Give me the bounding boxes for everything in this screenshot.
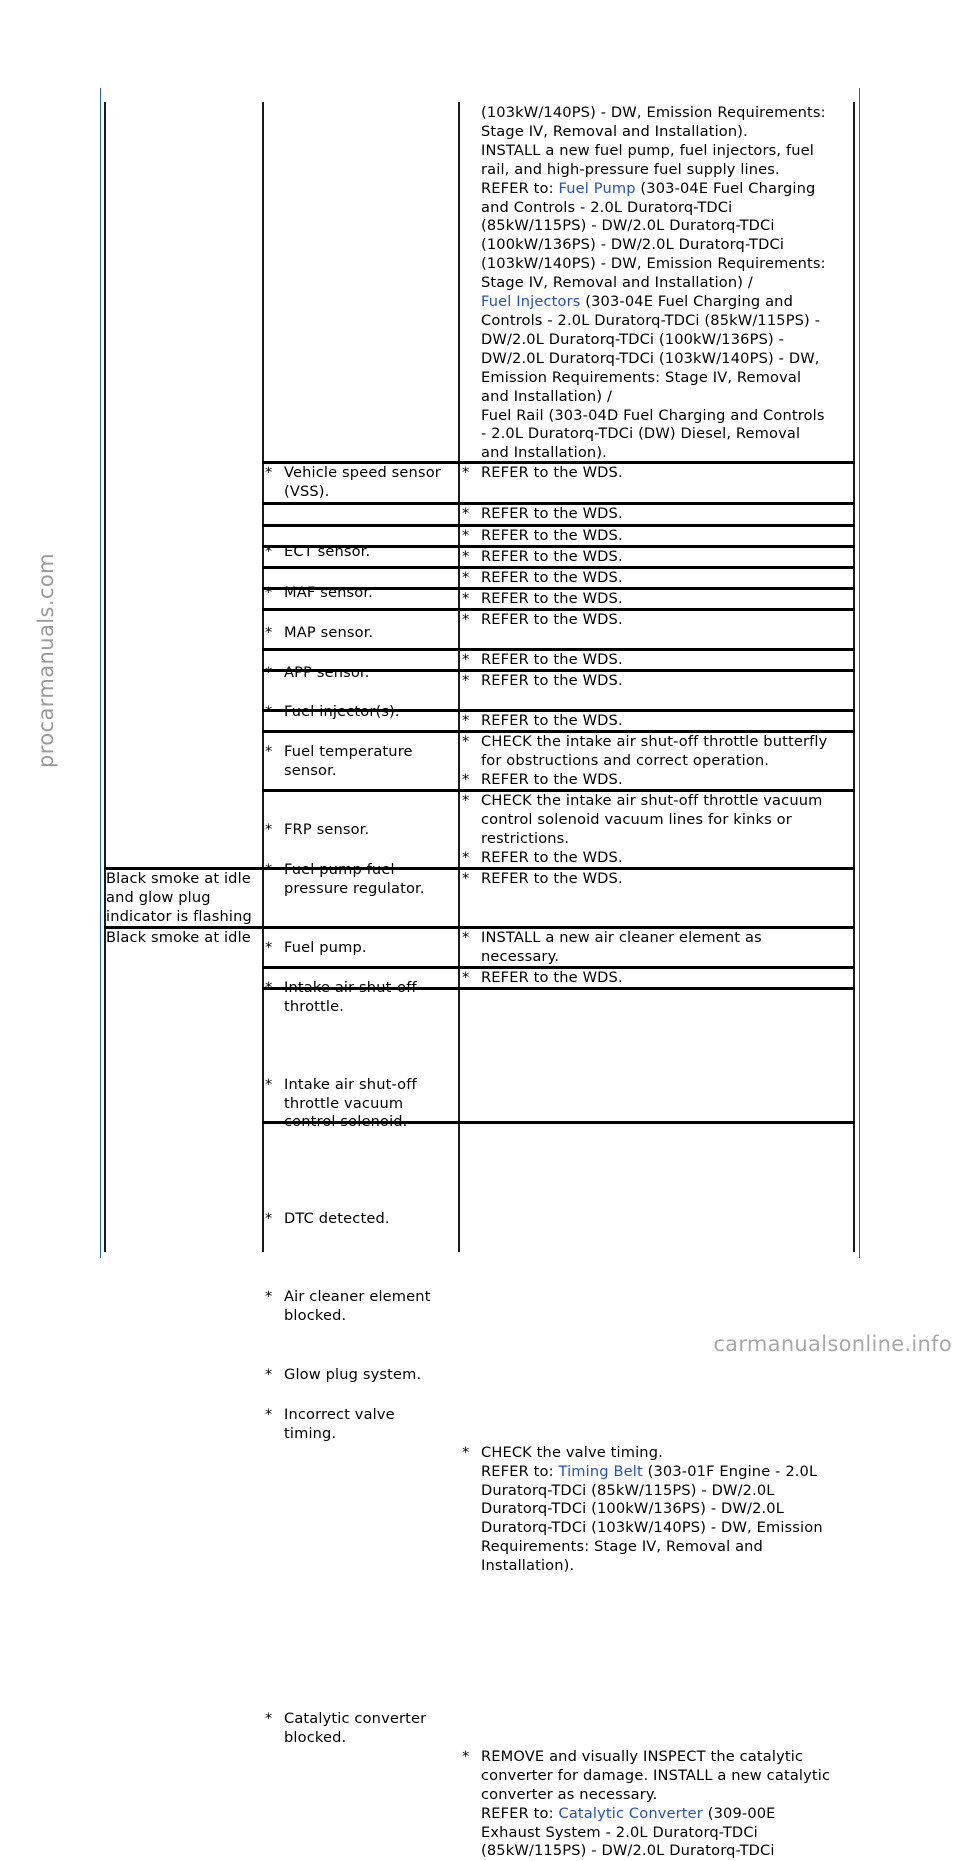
cause-cell: * Vehicle speed sensor (VSS).	[265, 464, 441, 500]
watermark-procarmanuals: procarmanuals.com	[34, 553, 58, 768]
cause-cell: * Fuel pump fuel pressure regulator.	[265, 861, 425, 897]
symptom-cell: Black smoke at idle and glow plug indicator is flashing	[106, 870, 252, 925]
watermark-carmanualsonline: carmanualsonline.info	[713, 1332, 952, 1356]
cause-cell: * DTC detected.	[265, 1210, 390, 1228]
page-border-left	[100, 88, 101, 1258]
cause-cell: * MAP sensor.	[265, 623, 374, 641]
action-cell: * INSTALL a new air cleaner element as necessary.	[462, 929, 762, 965]
cause-cell: * Intake air shut-off throttle vacuum control solenoid.	[265, 1075, 417, 1131]
table-border-right	[853, 102, 855, 1252]
cause-cell: * ECT sensor.	[265, 542, 371, 560]
cause-cell: * Air cleaner element blocked.	[265, 1288, 431, 1325]
link-fuel-pump[interactable]: Fuel Pump	[558, 179, 636, 197]
action-cell: * CHECK the intake air shut-off throttle vacuum control solenoid vacuum lines for kinks or restrictions. * REFER to the WDS.	[462, 792, 823, 866]
action-cell: * REFER to the WDS.	[462, 969, 623, 986]
symptom-cell: Black smoke at idle	[106, 929, 251, 946]
action-cell: * REFER to the WDS.	[462, 505, 623, 522]
action-cell: * REFER to the WDS.	[462, 712, 623, 729]
cause-cell: * APP sensor.	[265, 663, 370, 681]
action-cell: * REFER to the WDS.	[462, 548, 623, 565]
continued-action-text: (103kW/140PS) - DW, Emission Requirements: Stage IV, Removal and Installation). INSTALL a new fuel pump, fuel injectors, fuel rail, and high-pressure fuel supply lines. REFER to: Fuel Pump (303-04E Fuel Charging and Controls - 2.0L Duratorq-TDCi (85kW/115PS) - DW/2.0L Duratorq-TDCi (100kW/136PS) - DW/2.0L Duratorq-TDCi (103kW/140PS) - DW, Emission Requirements: Stage IV, Removal and Installation) / Fuel Injectors (303-04E Fuel Charging and Controls - 2.0L Duratorq-TDCi (85kW/115PS) - DW/2.0L Duratorq-TDCi (100kW/136PS) - DW/2.0L Duratorq-TDCi (103kW/140PS) - DW, Emission Requirements: Stage IV, Removal and Installation) / Fuel Rail (303-04D Fuel Charging and Controls - 2.0L Duratorq-TDCi (DW) Diesel, Removal and Installation).	[481, 104, 826, 462]
cause-cell: * FRP sensor.	[265, 821, 370, 839]
cause-cell: * Glow plug system.	[265, 1366, 422, 1384]
action-cell: * REFER to the WDS.	[462, 611, 623, 628]
action-cell: * REFER to the WDS.	[462, 870, 623, 887]
link-catalytic-converter[interactable]: Catalytic Converter	[558, 1804, 703, 1822]
action-cell: * REFER to the WDS.	[462, 527, 623, 544]
table-border-left	[104, 102, 106, 1252]
link-fuel-injectors[interactable]: Fuel Injectors	[481, 293, 581, 311]
action-cell: * CHECK the intake air shut-off throttle butterfly for obstructions and correct operation. * REFER to the WDS.	[462, 733, 828, 788]
cause-cell: * MAF sensor.	[265, 583, 373, 601]
action-cell: * REFER to the WDS.	[462, 672, 623, 689]
column-divider-1	[262, 102, 264, 1252]
cause-cell: * Intake air shut-off throttle.	[265, 978, 417, 1015]
action-cell: * REFER to the WDS.	[462, 569, 623, 586]
cause-cell: * Fuel injector(s).	[265, 703, 400, 721]
action-cell: * REFER to the WDS.	[462, 651, 623, 668]
cause-cell: * Fuel temperature sensor.	[265, 743, 413, 780]
action-check-valve-timing: * CHECK the valve timing. REFER to: Timing Belt (303-01F Engine - 2.0L Duratorq-TDCi (85kW/115PS) - DW/2.0L Duratorq-TDCi (100kW/136PS) - DW/2.0L Duratorq-TDCi (103kW/140PS) - DW, Emission Requirements: Stage IV, Removal and Installation).	[462, 1443, 823, 1575]
cause-incorrect-valve-timing: * Incorrect valve timing.	[265, 1405, 395, 1442]
page-border-right	[859, 88, 860, 1258]
cause-catalytic-converter-blocked: * Catalytic converter blocked.	[265, 1710, 427, 1746]
action-inspect-catalytic-converter: * REMOVE and visually INSPECT the catalytic converter for damage. INSTALL a new catalytic converter as necessary. REFER to: Catalytic Converter (309-00E Exhaust System - 2.0L Duratorq-TDCi (85kW/115PS) - DW/2.0L Duratorq-TDCi	[462, 1747, 831, 1860]
action-cell: * REFER to the WDS.	[462, 590, 623, 607]
link-timing-belt[interactable]: Timing Belt	[558, 1462, 643, 1480]
action-cell: * REFER to the WDS.	[462, 464, 623, 481]
cause-cell: * Fuel pump.	[265, 938, 367, 956]
